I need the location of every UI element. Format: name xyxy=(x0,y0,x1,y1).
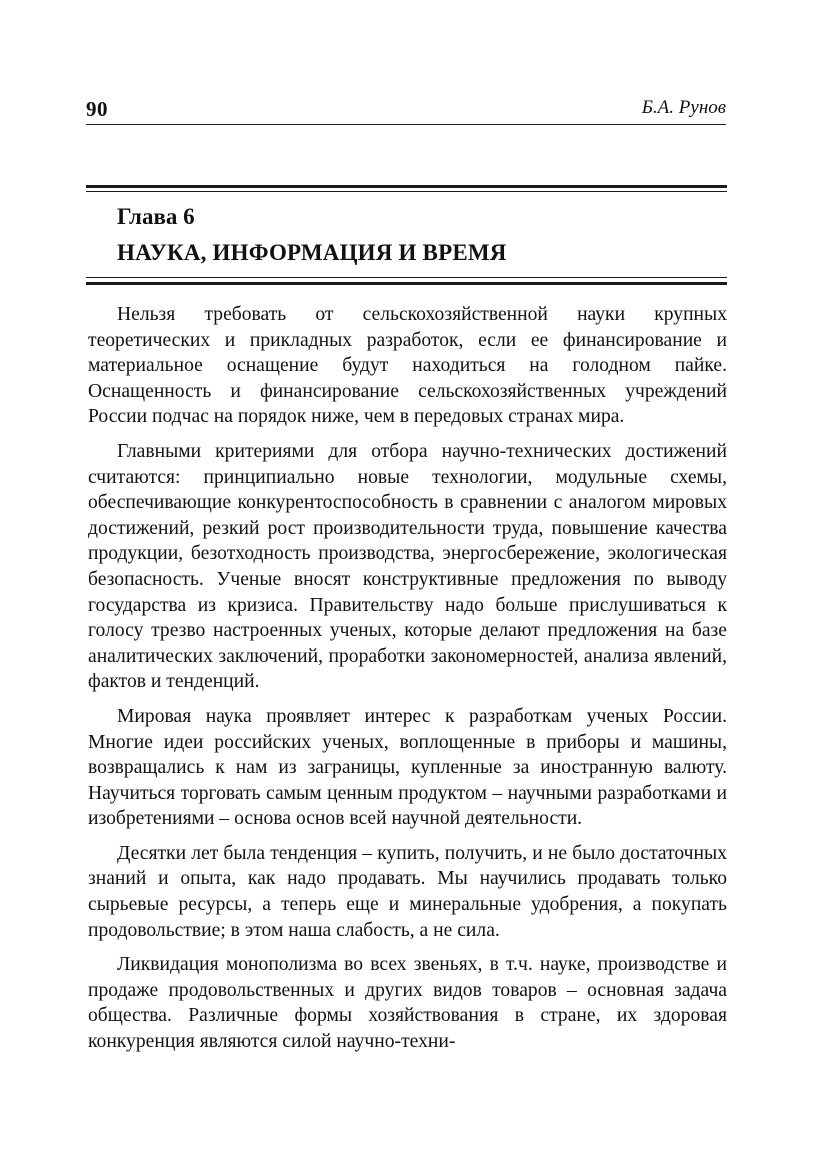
chapter-label: Глава 6 xyxy=(117,204,195,229)
page-number: 90 xyxy=(86,97,108,121)
paragraph-4: Десятки лет была тенденция – купить, получить, и не было достаточных знаний и опыта, как надо продавать. Мы научились продавать только сырьевые ресурсы, а теперь еще и минеральные удобрения, а покупать продовольствие; в этом наша слабость, а не сила. xyxy=(88,842,727,941)
paragraph-2: Главными критериями для отбора научно-технических достижений считаются: принципиально новые технологии, модульные схемы, обеспечивающие конкурентоспособность в сравнении с аналогом мировых достижений, резкий рост производительности труда, повышение качества продукции, безотходность производства, энергосбережение, экологическая безопасность. Ученые вносят конструктивные предложения по выводу государства из кризиса. Правительству надо больше прислушиваться к голосу трезво настроенных ученых, которые делают предложения на базе аналитических заключений, проработки закономерностей, анализа явлений, фактов и тенденций. xyxy=(88,440,727,693)
paragraph-1: Нельзя требовать от сельскохозяйственной науки крупных теоретических и прикладных разработок, если ее финансирование и материальное оснащение будут находиться на голодном пайке. Оснащенность и финансирование сельскохозяйственных учреждений России подчас на порядок ниже, чем в передовых странах мира. xyxy=(88,304,727,428)
chapter-rule-bottom-thin xyxy=(86,277,727,278)
chapter-title: НАУКА, ИНФОРМАЦИЯ И ВРЕМЯ xyxy=(117,240,507,265)
body-text xyxy=(88,302,727,1064)
chapter-rule-top xyxy=(86,185,727,188)
chapter-rule-top-thin xyxy=(86,191,727,192)
paragraph-5: Ликвидация монополизма во всех звеньях, в т.ч. науке, производстве и продаже продовольственных и других видов товаров – основная задача общества. Различные формы хозяйствования в стране, их здоровая конкуренция являются силой научно-техни- xyxy=(88,954,727,1053)
paragraph-3: Мировая наука проявляет интерес к разработкам ученых России. Многие идеи российских ученых, воплощенные в приборы и машины, возвращались к нам из заграницы, купленные за иностранную валюту. Научиться торговать самым ценным продуктом – научными разработками и изобретениями – основа основ всей научной деятельности. xyxy=(88,705,727,830)
header-rule xyxy=(86,124,726,125)
running-head-author: Б.А. Рунов xyxy=(641,97,726,118)
chapter-rule-bottom xyxy=(86,282,727,285)
